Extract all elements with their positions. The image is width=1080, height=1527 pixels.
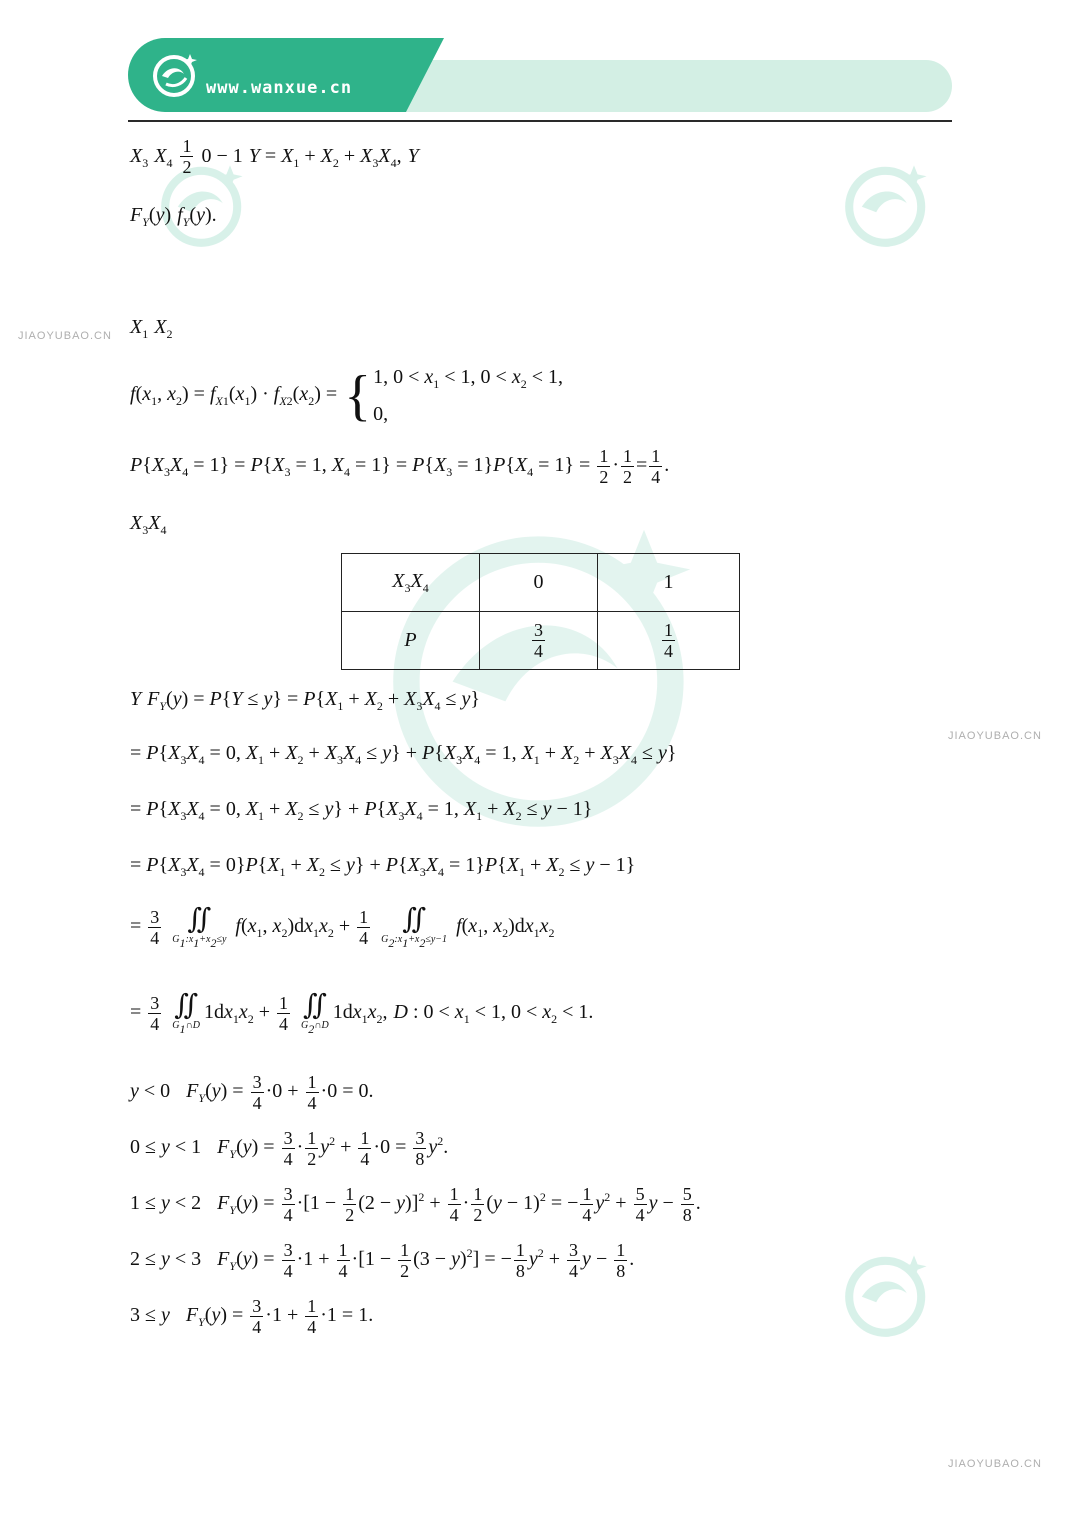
- table-cell: $\frac{3}{4}$: [480, 612, 598, 670]
- cdf-line-6: = $\frac{3}{4}$ ∬ $G_1\cap D$ $1dx_1x_2$ + $\frac{1}{4}$ ∬ $G_2\cap D$ $1dx_1x_2$, D : $0 < x_1 < 1$, $0 < x_2 < 1$.: [130, 990, 594, 1036]
- dist-intro-line: $X_3X_4$: [130, 512, 167, 537]
- watermark-site: JIAOYUBAO.CN: [948, 730, 1042, 742]
- page-header: [128, 38, 952, 112]
- watermark-site: JIAOYUBAO.CN: [18, 330, 112, 342]
- cdf-line-5: = $\frac{3}{4}$ ∬ $G_1:x_1+x_2\le y$ $f(x_1$, $x_2)dx_1x_2$ + $\frac{1}{4}$ ∬ $G_2:x_1+x_2\le y-1$ $f(x_1$, $x_2)dx_1x_2$: [130, 904, 555, 950]
- cdf-line-1: Y $F_Y(y) = P\{Y \le y\} = P\{X_1 + X_2 + X_3X_4 \le y\}$: [130, 688, 481, 713]
- table-cell: P: [342, 612, 480, 670]
- table-cell: $\frac{1}{4}$: [598, 612, 740, 670]
- header-rule: [128, 120, 952, 122]
- case-2: 0 ≤ y < 1 $F_Y(y)$ = $\frac{3}{4}$ · $\frac{1}{2}$ $y^2$ + $\frac{1}{4}$ ·0 = $\frac{3}{8}$ $y^2$.: [130, 1128, 449, 1169]
- cdf-line-3: = $P\{X_3X_4 = 0$, $X_1 + X_2 \le y\} + P\{X_3X_4 = 1$, $X_1 + X_2 \le y - 1$}: [130, 798, 593, 823]
- cdf-line-4: = $P\{X_3X_4 = 0\}P\{X_1 + X_2 \le y\} + P\{X_3X_4 = 1\}P\{X_1 + X_2 \le y - 1\}$: [130, 854, 636, 879]
- table-cell: 0: [480, 554, 598, 612]
- problem-line-2: $F_Y(y)$ $f_Y(y)$.: [130, 204, 217, 229]
- distribution-table: [341, 553, 740, 670]
- brand-url: www.wanxue.cn: [206, 78, 353, 98]
- analysis-line: $X_1$ $X_2$: [130, 316, 173, 341]
- logo-block: [128, 38, 406, 112]
- watermark-badge-icon: [842, 160, 932, 250]
- prob-formula: $P\{X_3X_4 = 1\} = P\{X_3 = 1$, $X_4 = 1\} = P\{X_3 = 1\}P\{X_4 = 1\}$ = $\frac{1}{2}$ · $\frac{1}{2}$ = $\frac{1}{4}$ .: [130, 446, 670, 487]
- watermark-badge-icon: [842, 1250, 932, 1340]
- case-1: y < 0 $F_Y(y)$ = $\frac{3}{4}$ ·0 + $\frac{1}{4}$ ·0 = 0.: [130, 1072, 374, 1113]
- problem-line-1: $X_3$ $X_4$ $\frac{1}{2}$ 0 − 1 $Y = X_1 + X_2 + X_3X_4$, Y: [130, 136, 419, 177]
- cdf-line-2: = $P\{X_3X_4 = 0$, $X_1 + X_2 + X_3X_4 \le y\} + P\{X_3X_4 = 1$, $X_1 + X_2 + X_3X_4 \le y$}: [130, 742, 677, 767]
- case-3: 1 ≤ y < 2 $F_Y(y)$ = $\frac{3}{4}$ ·[1 − $\frac{1}{2}$ (2 − y)]$^2$ + $\frac{1}{4}$ · $\frac{1}{2}$ $(y - 1)^2$ = − $\frac{1}{4}$ $y^2$ + $\frac{5}{4}$ y − $\frac{5}{8}$ .: [130, 1184, 701, 1225]
- header-banner: [398, 60, 952, 112]
- table-row: [342, 612, 740, 670]
- joint-density-formula: $f(x_1$, $x_2) = f_{X1}(x_1) \cdot f_{X2}(x_2)$ = { 1, $0 < x_1 < 1$, $0 < x_2 < 1$, 0,: [130, 364, 563, 427]
- watermark-site: JIAOYUBAO.CN: [948, 1458, 1042, 1470]
- table-cell: $X_3X_4$: [342, 554, 480, 612]
- table-cell: 1: [598, 554, 740, 612]
- case-4: 2 ≤ y < 3 $F_Y(y)$ = $\frac{3}{4}$ ·1 + $\frac{1}{4}$ ·[1 − $\frac{1}{2}$ $(3 - y)^2$] = − $\frac{1}{8}$ $y^2$ + $\frac{3}{4}$ y − $\frac{1}{8}$ .: [130, 1240, 635, 1281]
- table-row: [342, 554, 740, 612]
- brand-logo-icon: [150, 50, 200, 100]
- case-5: 3 ≤ y $F_Y(y)$ = $\frac{3}{4}$ ·1 + $\frac{1}{4}$ ·1 = 1.: [130, 1296, 374, 1337]
